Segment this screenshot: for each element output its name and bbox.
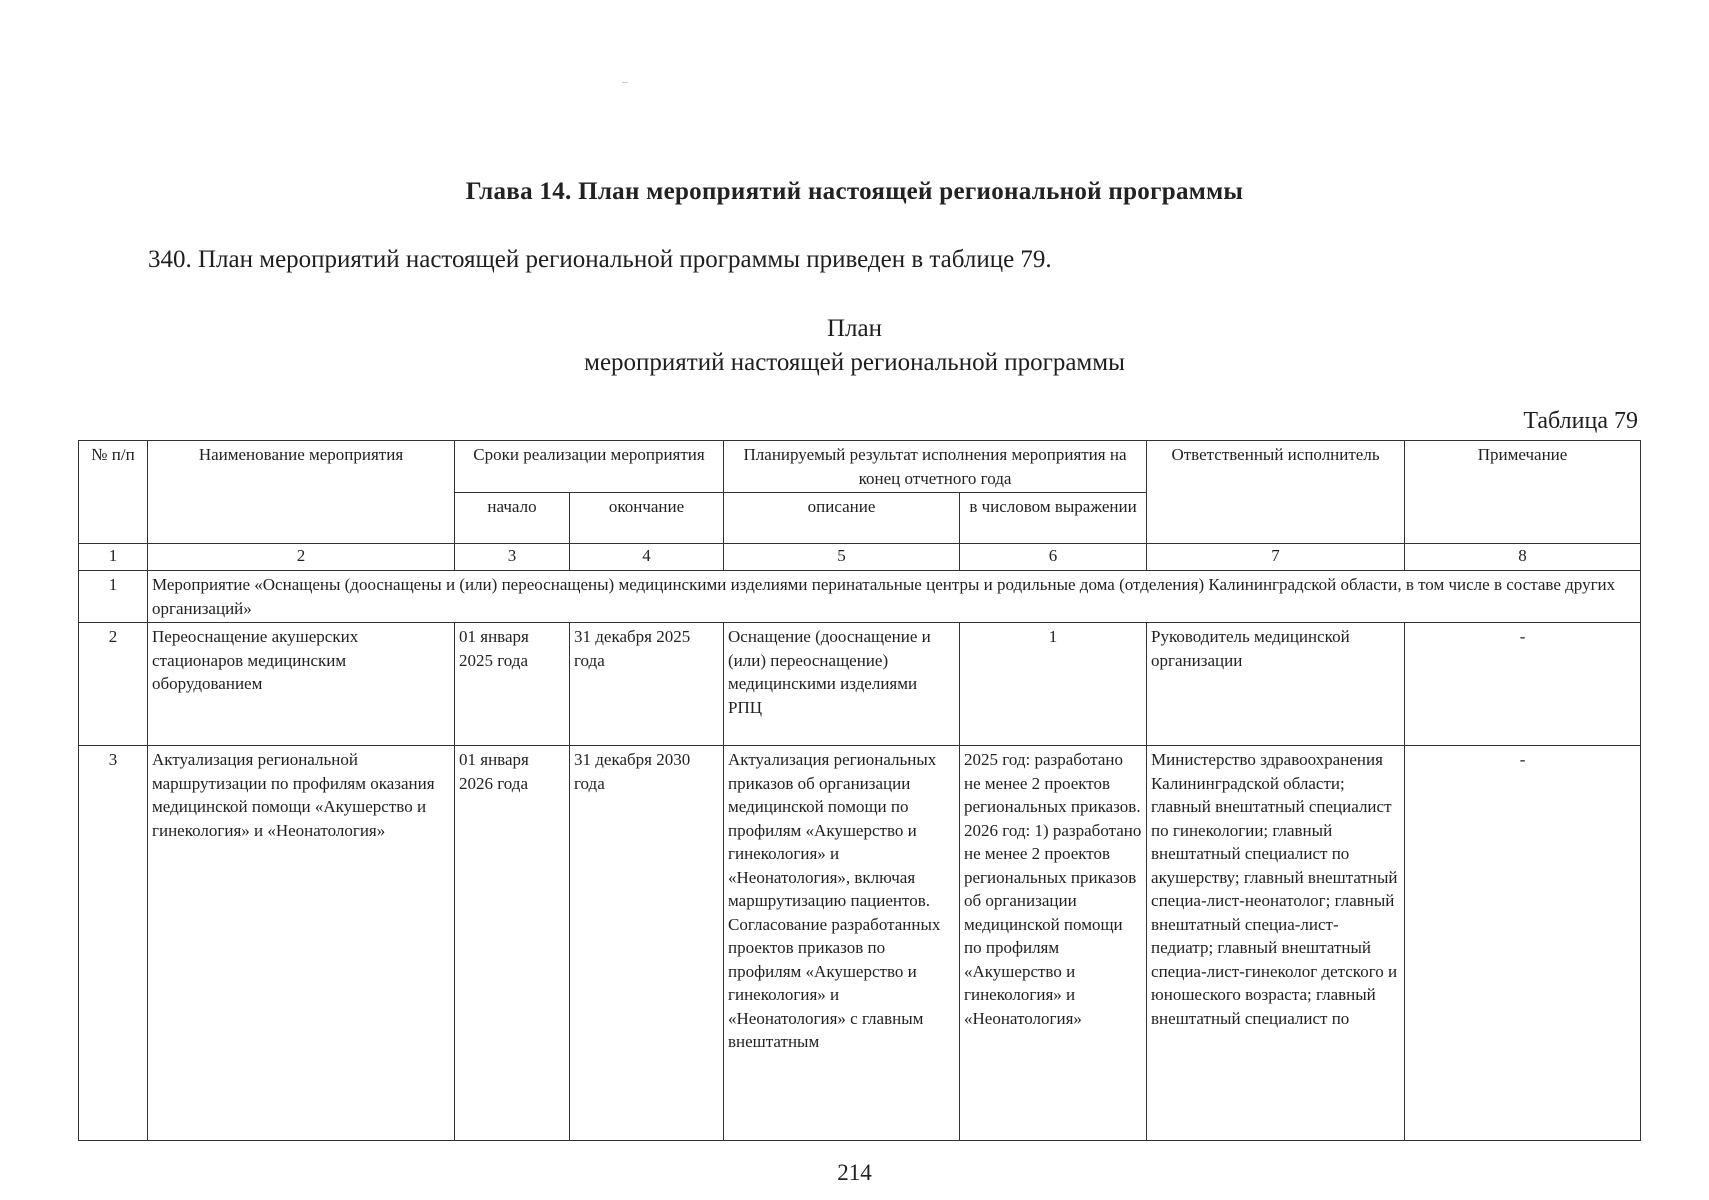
header-result: Планируемый результат исполнения мероприятия на конец отчетного года [724,441,1147,493]
section-num: 1 [79,571,148,623]
section-row [79,571,1641,623]
column-number-row [79,544,1641,571]
column-number: 2 [148,544,455,571]
plan-table [78,440,1641,1141]
header-terms: Сроки реализации мероприятия [455,441,724,493]
row-num: 2 [79,623,148,746]
column-number: 5 [724,544,960,571]
table-row [79,623,1641,746]
column-number: 4 [570,544,724,571]
header-description: описание [724,493,960,544]
row-num: 3 [79,746,148,1141]
header-name: Наименование мероприятия [148,441,455,544]
row-name: Переоснащение акушерских стационаров медицинским оборудованием [148,623,455,746]
row-start: 01 января 2026 года [455,746,570,1141]
row-description: Актуализация региональных приказов об организации медицинской помощи по профилям «Акушерство и гинекология» и «Неонатология», включая маршрутизацию пациентов. Согласование разработанных проектов приказов по профилям «Акушерство и гинекология» и «Неонатология» с главным внештатным [724,746,960,1141]
column-number: 1 [79,544,148,571]
header-responsible: Ответственный исполнитель [1147,441,1405,544]
column-number: 8 [1405,544,1641,571]
row-responsible: Руководитель медицинской организации [1147,623,1405,746]
row-numeric: 2025 год: разработано не менее 2 проектов региональных приказов. 2026 год: 1) разработано не менее 2 проектов региональных приказов об организации медицинской помощи по профилям «Акушерство и гинекология» и «Неонатология» [960,746,1147,1141]
row-end: 31 декабря 2030 года [570,746,724,1141]
row-description: Оснащение (дооснащение и (или) переоснащение) медицинскими изделиями РПЦ [724,623,960,746]
table-label: Таблица 79 [1523,408,1638,434]
column-number: 7 [1147,544,1405,571]
header-num: № п/п [79,441,148,544]
row-note: - [1405,746,1641,1141]
column-number: 6 [960,544,1147,571]
header-end: окончание [570,493,724,544]
header-numeric: в числовом выражении [960,493,1147,544]
column-number: 3 [455,544,570,571]
header-start: начало [455,493,570,544]
row-end: 31 декабря 2025 года [570,623,724,746]
table-row [79,746,1641,1141]
plan-heading [0,312,1709,380]
row-start: 01 января 2025 года [455,623,570,746]
section-text: Мероприятие «Оснащены (дооснащены и (или) переоснащены) медицинскими изделиями перинатальные центры и родильные дома (отделения) Калининградской области, в том числе в составе других организаций» [148,571,1641,623]
page-number: 214 [837,1160,872,1185]
plan-heading-line1: План [826,315,882,342]
header-row [79,441,1641,493]
row-responsible: Министерство здравоохранения Калининградской области; главный внештатный специалист по гинекологии; главный внештатный специалист по акушерству; главный внештатный специа-лист-неонатолог; главный внештатный специа-лист-педиатр; главный внештатный специа-лист-гинеколог детского и юношеского возраста; главный внештатный специалист по [1147,746,1405,1141]
intro-paragraph: 340. План мероприятий настоящей региональной программы приведен в таблице 79. [148,246,1052,273]
header-note: Примечание [1405,441,1641,544]
row-note: - [1405,623,1641,746]
chapter-title: Глава 14. План мероприятий настоящей региональной программы [465,178,1244,205]
row-numeric: 1 [960,623,1147,746]
row-name: Актуализация региональной маршрутизации по профилям оказания медицинской помощи «Акушерство и гинекология» и «Неонатология» [148,746,455,1141]
scan-artifact [622,82,628,83]
plan-heading-line2: мероприятий настоящей региональной программы [584,349,1125,376]
